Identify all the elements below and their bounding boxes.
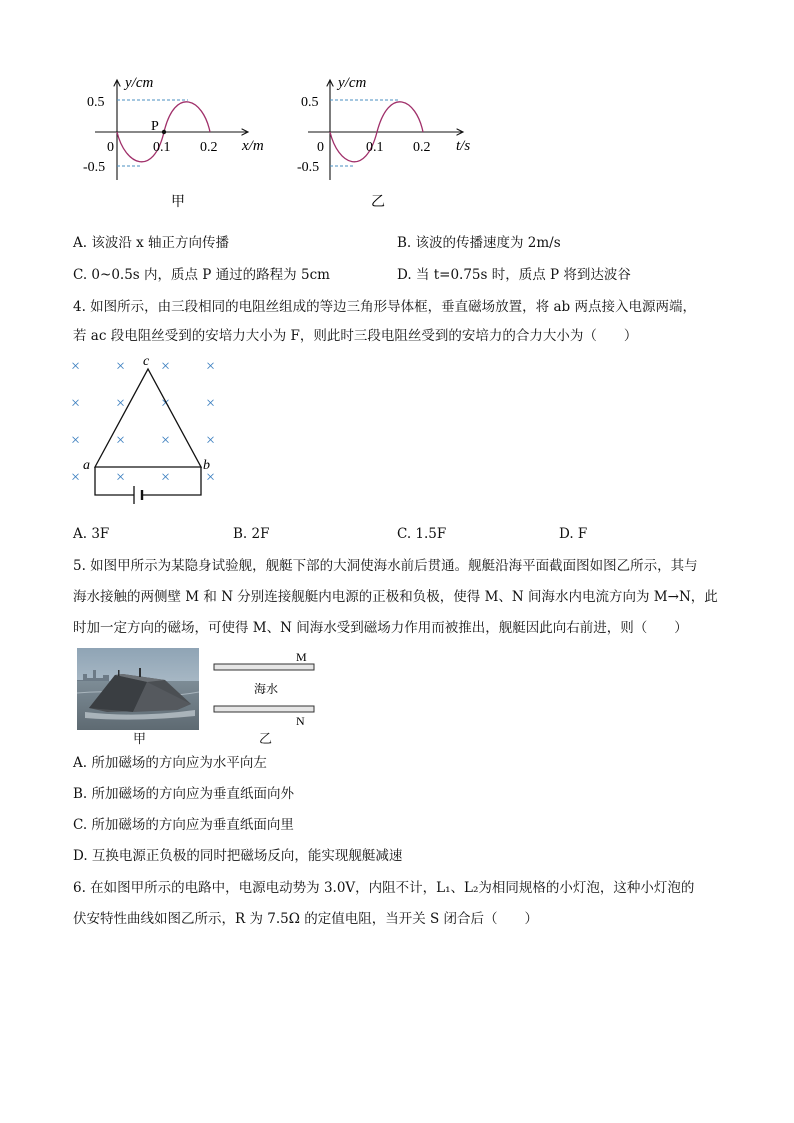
tick-y-neg-left: -0.5 [83, 160, 106, 175]
field-cross: × [206, 469, 216, 486]
plate-n-label: N [296, 714, 305, 728]
q4-option-b: B. 2F [233, 526, 270, 542]
q5-stem-line1: 5. 如图甲所示为某隐身试验舰，舰艇下部的大洞使海水前后贯通。舰艇沿海平面截面图如图乙所示，其与 [73, 558, 698, 574]
field-cross: × [116, 469, 126, 486]
field-cross: × [71, 358, 81, 375]
field-cross: × [161, 469, 171, 486]
stealth-ship-photo [77, 648, 199, 730]
caption-left-graph: 甲 [171, 195, 185, 210]
caption-right-graph: 乙 [371, 195, 385, 210]
tick-y-pos-left: 0.5 [87, 95, 105, 110]
q5-stem-line2: 海水接触的两侧壁 M 和 N 分别连接舰艇内电源的正极和负极，使得 M、N 间海水内电流方向为 M→N，此 [73, 589, 718, 605]
plate-n [214, 706, 314, 712]
point-p-label: P [151, 119, 159, 134]
y-label-left: y/cm [125, 75, 154, 91]
tick-origin-left: 0 [107, 140, 114, 155]
q4-stem-line1: 4. 如图所示，由三段相同的电阻丝组成的等边三角形导体框，垂直磁场放置，将 ab 两点接入电源两端， [73, 299, 696, 315]
wave-graphs-figure [80, 70, 500, 215]
q5-option-c: C. 所加磁场的方向应为垂直纸面向里 [73, 817, 294, 833]
plate-m [214, 664, 314, 670]
x-label-right: t/s [456, 138, 471, 154]
q4-option-c: C. 1.5F [397, 526, 447, 542]
q4-stem-line2: 若 ac 段电阻丝受到的安培力大小为 F，则此时三段电阻丝受到的安培力的合力大小为（ ） [73, 328, 638, 344]
plate-m-label: M [296, 650, 307, 664]
q3-option-a: A. 该波沿 x 轴正方向传播 [73, 235, 230, 251]
vertex-b-label: b [203, 458, 210, 473]
field-cross: × [206, 432, 216, 449]
field-cross: × [116, 358, 126, 375]
q3-option-b: B. 该波的传播速度为 2m/s [397, 235, 561, 251]
field-cross: × [116, 395, 126, 412]
tick-origin-right: 0 [317, 140, 324, 155]
tick-x1-left: 0.1 [153, 140, 171, 155]
q3-option-d: D. 当 t=0.75s 时，质点 P 将到达波谷 [397, 267, 631, 283]
tick-x1-right: 0.1 [366, 140, 384, 155]
tick-x2-left: 0.2 [200, 140, 218, 155]
q4-option-d: D. F [559, 526, 588, 542]
q5-stem-line3: 时加一定方向的磁场，可使得 M、N 间海水受到磁场力作用而被推出，舰艇因此向右前进，则（ ） [73, 620, 688, 636]
x-label-left: x/m [242, 138, 264, 154]
field-cross: × [71, 469, 81, 486]
tick-y-pos-right: 0.5 [301, 95, 319, 110]
cross-section-caption: 乙 [259, 732, 273, 747]
q4-option-a: A. 3F [73, 526, 110, 542]
vertex-c-label: c [143, 354, 150, 369]
ship-photo-caption: 甲 [133, 732, 147, 747]
y-label-right: y/cm [338, 75, 367, 91]
vertex-a-label: a [83, 458, 90, 473]
q6-stem-line1: 6. 在如图甲所示的电路中，电源电动势为 3.0V，内阻不计，L₁、L₂为相同规格的小灯泡，这种小灯泡的 [73, 880, 695, 896]
q5-option-d: D. 互换电源正负极的同时把磁场反向，能实现舰艇减速 [73, 848, 403, 864]
field-cross: × [71, 395, 81, 412]
q6-stem-line2: 伏安特性曲线如图乙所示，R 为 7.5Ω 的定值电阻，当开关 S 闭合后（ ） [73, 911, 539, 927]
field-cross: × [116, 432, 126, 449]
field-cross: × [206, 358, 216, 375]
triangle-frame [95, 369, 201, 467]
wave-graph-right [297, 75, 470, 210]
field-cross: × [71, 432, 81, 449]
tick-y-neg-right: -0.5 [297, 160, 320, 175]
q3-option-c: C. 0~0.5s 内，质点 P 通过的路程为 5cm [73, 267, 330, 283]
seawater-label: 海水 [254, 682, 279, 696]
external-wire [95, 467, 201, 495]
q5-option-a: A. 所加磁场的方向应为水平向左 [73, 755, 267, 771]
triangle-circuit-figure [66, 350, 236, 515]
field-cross: × [206, 395, 216, 412]
q5-option-b: B. 所加磁场的方向应为垂直纸面向外 [73, 786, 295, 802]
field-cross: × [161, 358, 171, 375]
field-cross: × [161, 395, 171, 412]
field-cross: × [161, 432, 171, 449]
tick-x2-right: 0.2 [413, 140, 431, 155]
point-p [162, 130, 166, 134]
hull-cross-section-figure [212, 650, 324, 730]
wave-graph-left [83, 75, 264, 210]
